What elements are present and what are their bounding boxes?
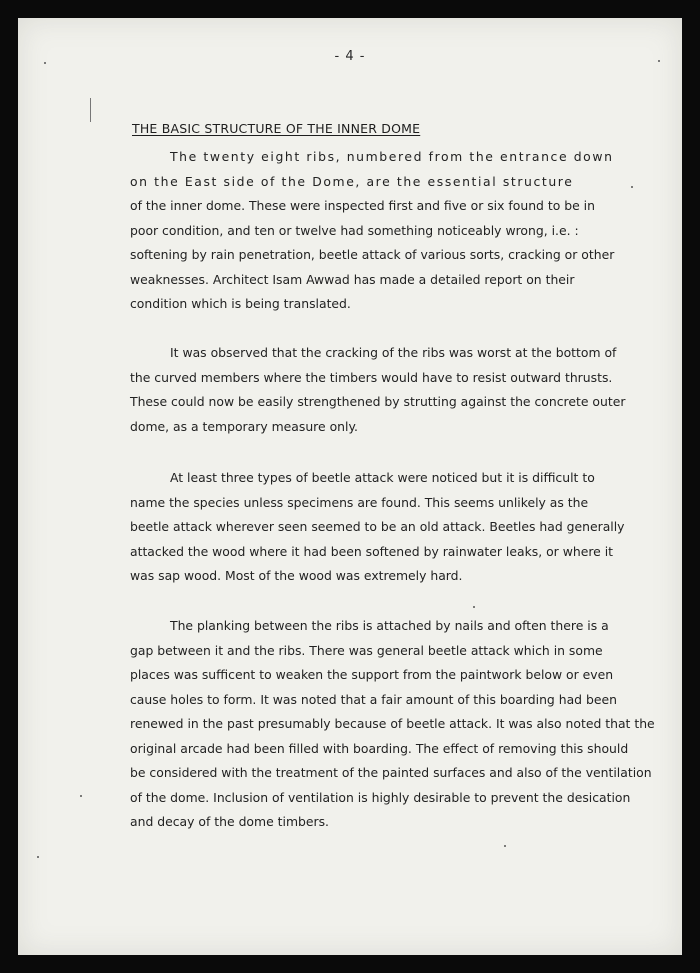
paper-speck: [473, 606, 475, 608]
text-line: softening by rain penetration, beetle attack of various sorts, cracking or other: [130, 247, 615, 262]
text-line: The planking between the ribs is attached by nails and often there is a: [170, 618, 609, 633]
text-line: name the species unless specimens are found. This seems unlikely as the: [130, 494, 589, 510]
paper-speck: [631, 186, 633, 188]
text-line: dome, as a temporary measure only.: [130, 418, 358, 434]
document-page: [18, 18, 682, 955]
text-line: on the East side of the Dome, are the essential structure: [130, 173, 574, 189]
text-line: be considered with the treatment of the painted surfaces and also of the ventilation: [130, 765, 652, 780]
text-line: of the inner dome. These were inspected first and five or six found to be in: [130, 198, 595, 213]
text-line: gap between it and the ribs. There was general beetle attack which in some: [130, 642, 603, 658]
text-line: condition which is being translated.: [130, 296, 351, 311]
paper-speck: [80, 795, 82, 797]
paper-speck: [37, 856, 39, 858]
text-line: poor condition, and ten or twelve had something noticeably wrong, i.e. :: [130, 222, 579, 238]
paragraph-planking: [130, 614, 655, 835]
text-line: The twenty eight ribs, numbered from the entrance down: [170, 149, 614, 164]
paragraph-ribs: [130, 145, 652, 317]
section-heading: THE BASIC STRUCTURE OF THE INNER DOME: [132, 121, 421, 136]
text-line: and decay of the dome timbers.: [130, 814, 329, 829]
paragraph-beetles: [130, 466, 652, 589]
text-line: renewed in the past presumably because of beetle attack. It was also noted that the: [130, 716, 655, 731]
text-line: It was observed that the cracking of the ribs was worst at the bottom of: [170, 345, 617, 360]
text-line: These could now be easily strengthened by strutting against the concrete outer: [130, 394, 626, 409]
page-number: - 4 -: [334, 49, 366, 64]
text-line: At least three types of beetle attack were noticed but it is difficult to: [170, 470, 595, 485]
paper-speck: [504, 845, 506, 847]
text-line: cause holes to form. It was noted that a fair amount of this boarding had been: [130, 691, 617, 707]
text-line: the curved members where the timbers would have to resist outward thrusts.: [130, 369, 613, 385]
text-line: original arcade had been filled with boarding. The effect of removing this should: [130, 740, 629, 756]
paragraph-cracking: [130, 341, 652, 439]
text-line: places was sufficent to weaken the support from the paintwork below or even: [130, 667, 614, 682]
text-line: of the dome. Inclusion of ventilation is highly desirable to prevent the desication: [130, 789, 631, 805]
text-line: was sap wood. Most of the wood was extremely hard.: [130, 568, 463, 583]
paper-speck: [658, 60, 660, 62]
text-line: beetle attack wherever seen seemed to be an old attack. Beetles had generally: [130, 519, 625, 534]
text-line: weaknesses. Architect Isam Awwad has made a detailed report on their: [130, 271, 575, 287]
margin-mark: [90, 98, 91, 122]
text-line: attacked the wood where it had been softened by rainwater leaks, or where it: [130, 543, 614, 559]
paper-speck: [44, 62, 46, 64]
